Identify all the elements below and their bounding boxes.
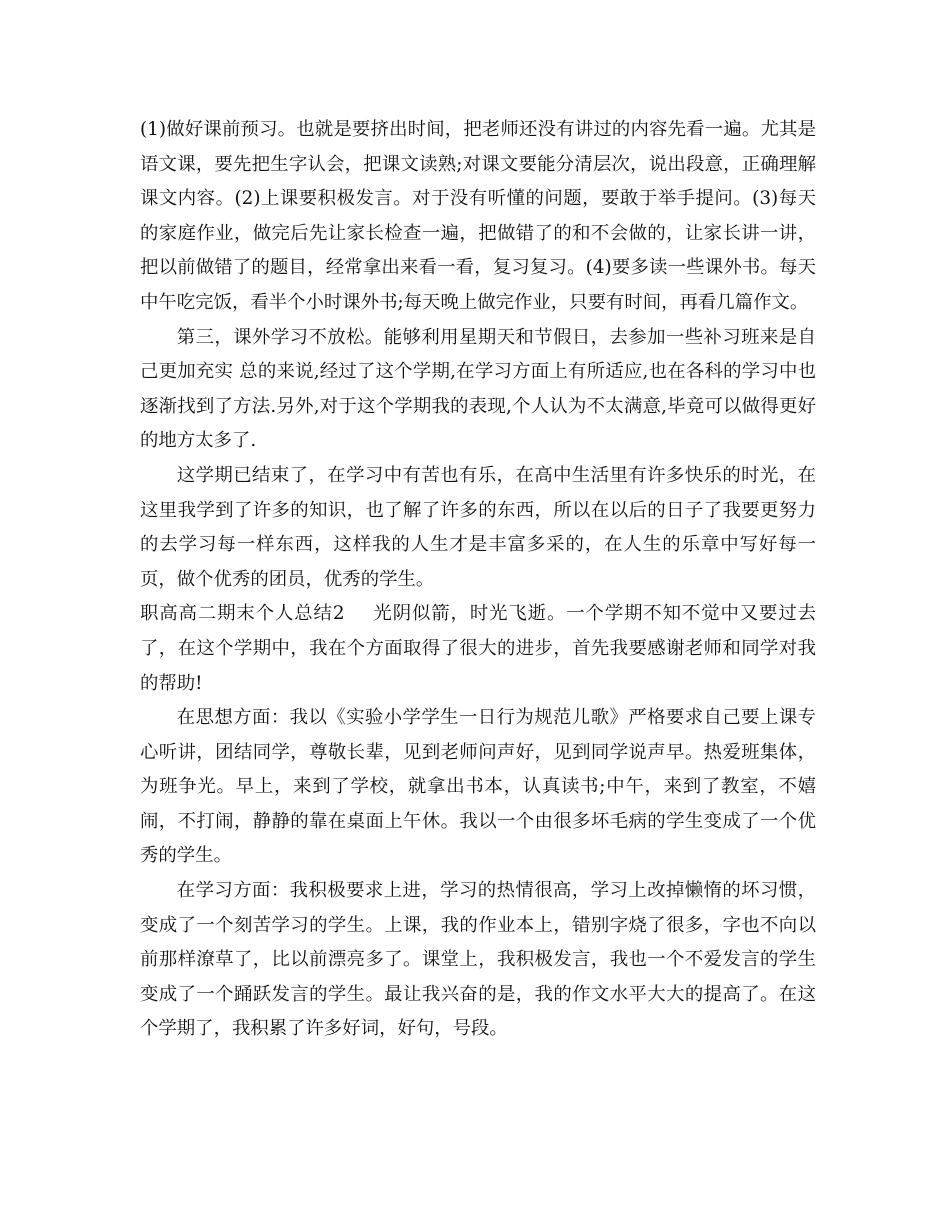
paragraph-summary-2: [140, 597, 816, 701]
paragraph-learning: 在学习方面：我积极要求上进，学习的热情很高，学习上改掉懒惰的坏习惯，变成了一个刻苦学习的学生。上课，我的作业本上，错别字烧了很多，字也不向以前那样潦草了，比以前漂亮多了。课堂上，我积极发言，我也一个不爱发言的学生变成了一个踊跃发言的学生。最让我兴奋的是，我的作文水平大大的提高了。在这个学期了，我积累了许多好词，好句，号段。: [140, 880, 816, 1040]
paragraph-ideology: 在思想方面：我以《实验小学学生一日行为规范儿歌》严格要求自己要上课专心听讲，团结同学，尊敬长辈，见到老师问声好，见到同学说声早。热爱班集体，为班争光。早上，来到了学校，就拿出书本，认真读书;中午，来到了教室，不嬉闹，不打闹，静静的靠在桌面上午休。我以一个由很多坏毛病的学生变成了一个优秀的学生。: [140, 707, 816, 867]
paragraph-study-methods: (1)做好课前预习。也就是要挤出时间，把老师还没有讲过的内容先看一遍。尤其是语文课，要先把生字认会，把课文读熟;对课文要能分清层次，说出段意，正确理解课文内容。(2)上课要积极发言。对于没有听懂的问题，要敢于举手提问。(3)每天的家庭作业，做完后先让家长检查一遍，把做错了的和不会做的，让家长讲一讲，把以前做错了的题目，经常拿出来看一看，复习复习。(4)要多读一些课外书。每天中午吃完饭，看半个小时课外书;每天晚上做完作业，只要有时间，再看几篇作文。: [140, 119, 816, 313]
section-heading: 职高高二期末个人总结2: [140, 603, 345, 625]
paragraph-semester-end: 这学期已结束了，在学习中有苦也有乐，在高中生活里有许多快乐的时光，在这里我学到了许多的知识，也了解了许多的东西，所以在以后的日子了我要更努力的去学习每一样东西，这样我的人生才是丰富多采的，在人生的乐章中写好每一页，做个优秀的团员，优秀的学生。: [140, 464, 816, 590]
section-intro-text: 光阴似箭，时光飞逝。一个学期不知不觉中又要过去了，在这个学期中，我在个方面取得了很大的进步，首先我要感谢老师和同学对我的帮助!: [140, 603, 816, 694]
document-page: [140, 113, 816, 1047]
paragraph-extracurricular: 第三，课外学习不放松。能够利用星期天和节假日，去参加一些补习班来是自己更加充实 总的来说,经过了这个学期,在学习方面上有所适应,也在各科的学习中也逐渐找到了方法.另外,对于这个学期我的表现,个人认为不太满意,毕竟可以做得更好的地方太多了.: [140, 326, 816, 452]
